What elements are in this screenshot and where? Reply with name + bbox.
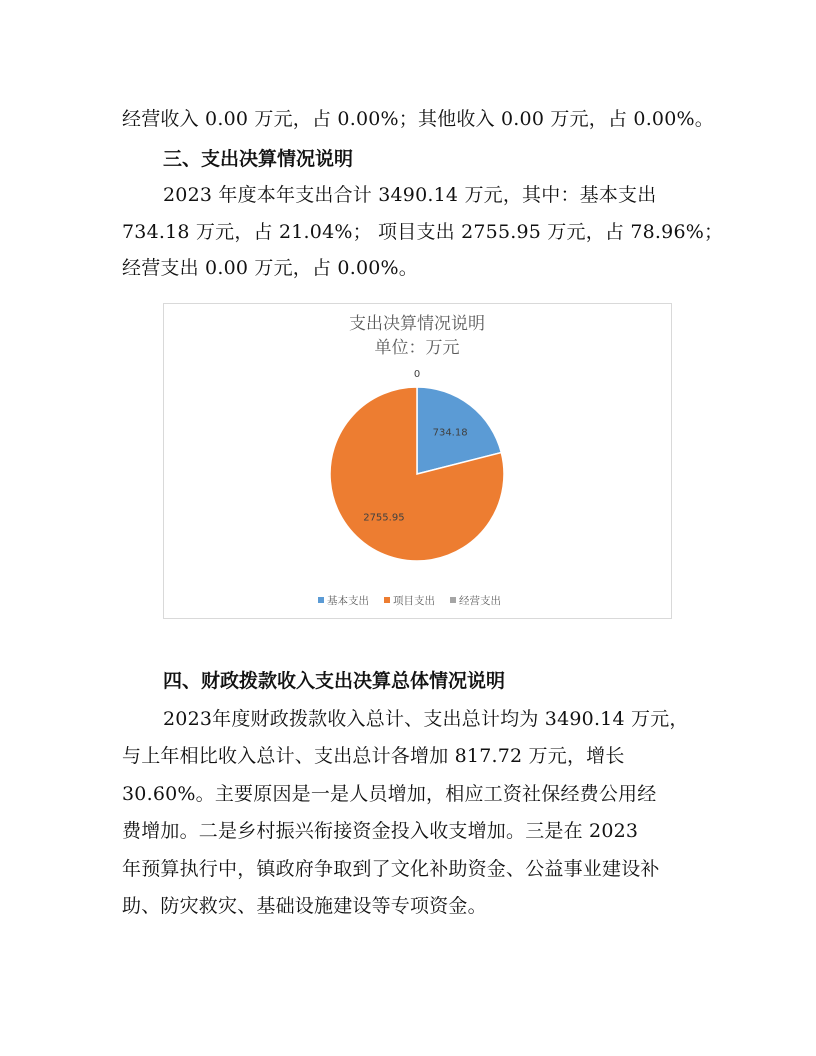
paragraph-line: 年预算执行中，镇政府争取到了文化补助资金、公益事业建设补 bbox=[122, 858, 660, 880]
legend-label-1: 项目支出 bbox=[393, 595, 435, 607]
pie-chart bbox=[163, 303, 672, 619]
data-label-2: 0 bbox=[413, 369, 421, 380]
legend-label-2: 经营支出 bbox=[459, 595, 501, 607]
legend-swatch-0 bbox=[318, 597, 324, 603]
paragraph-line: 30.60%。主要原因是一是人员增加，相应工资社保经费公用经 bbox=[122, 783, 657, 805]
chart-subtitle: 单位：万元 bbox=[374, 338, 460, 358]
paragraph-line: 734.18 万元，占 21.04%； 项目支出 2755.95 万元，占 78.96%； bbox=[122, 221, 724, 243]
pie-slices bbox=[330, 387, 504, 561]
paragraph-line: 2023年度财政拨款收入总计、支出总计均为 3490.14 万元， bbox=[163, 708, 689, 730]
paragraph-line: 助、防灾救灾、基础设施建设等专项资金。 bbox=[122, 895, 487, 917]
section-heading-fiscal: 四、财政拨款收入支出决算总体情况说明 bbox=[163, 670, 506, 692]
legend-swatch-1 bbox=[384, 597, 390, 603]
legend-item-2 bbox=[450, 594, 501, 607]
pie-chart-svg bbox=[164, 304, 671, 618]
legend-swatch-2 bbox=[450, 597, 456, 603]
chart-legend bbox=[318, 594, 501, 607]
paragraph-line-income: 经营收入 0.00 万元，占 0.00%；其他收入 0.00 万元，占 0.00%。 bbox=[122, 108, 714, 130]
paragraph-line: 2023 年度本年支出合计 3490.14 万元，其中：基本支出 bbox=[163, 184, 657, 206]
paragraph-line: 经营支出 0.00 万元，占 0.00%。 bbox=[122, 257, 418, 279]
chart-title: 支出决算情况说明 bbox=[349, 314, 485, 334]
legend-item-1 bbox=[384, 594, 435, 607]
paragraph-line: 与上年相比收入总计、支出总计各增加 817.72 万元，增长 bbox=[122, 745, 625, 767]
paragraph-line: 费增加。二是乡村振兴衔接资金投入收支增加。三是在 2023 bbox=[122, 820, 639, 842]
section-heading-expenditure: 三、支出决算情况说明 bbox=[163, 148, 354, 170]
legend-label-0: 基本支出 bbox=[327, 595, 369, 607]
data-label-0: 734.18 bbox=[432, 427, 468, 439]
legend-item-0 bbox=[318, 594, 369, 607]
data-label-1: 2755.95 bbox=[363, 512, 405, 524]
